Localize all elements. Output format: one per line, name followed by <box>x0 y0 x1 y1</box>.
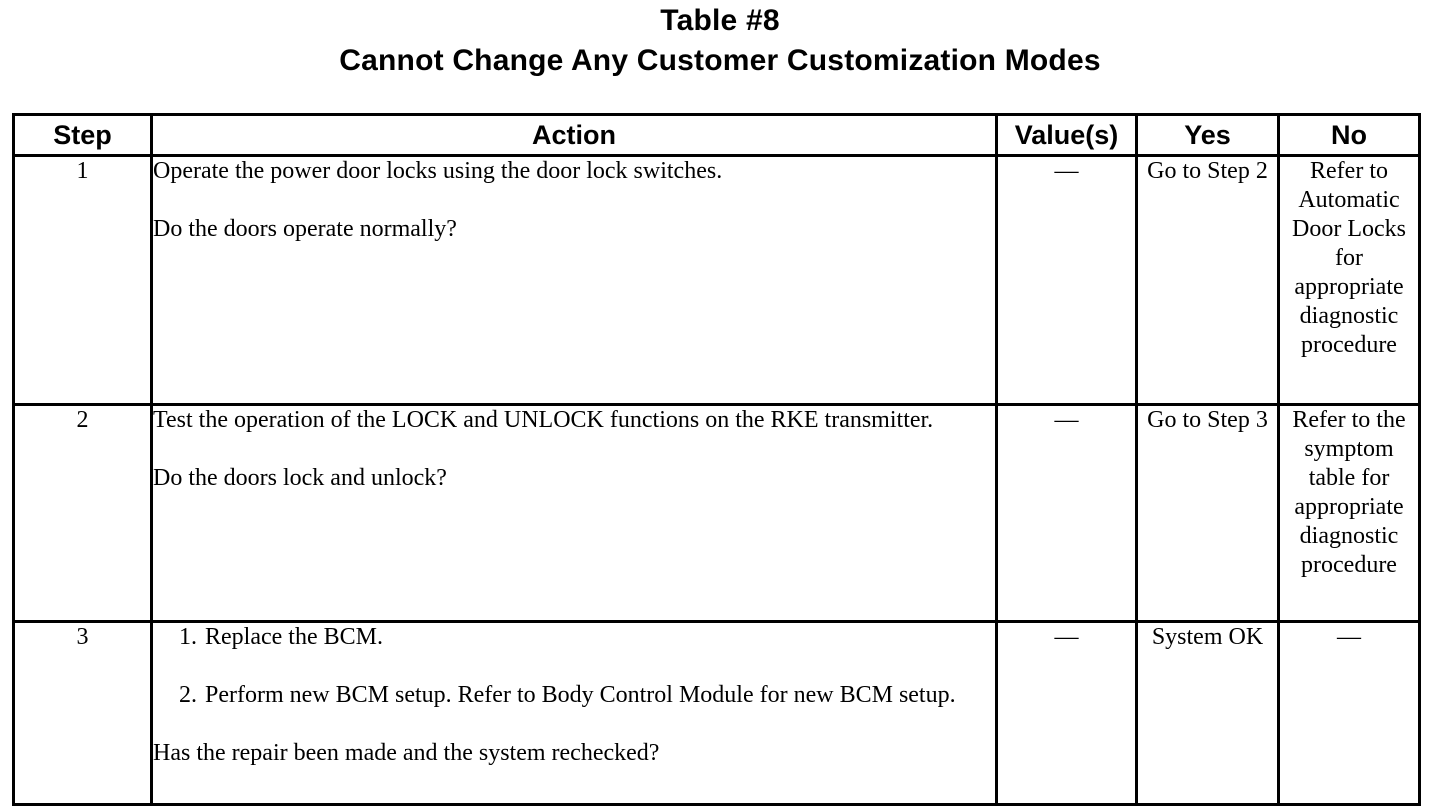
header-yes: Yes <box>1137 115 1279 156</box>
page-title <box>0 0 1440 81</box>
step-cell: 2 <box>14 405 152 622</box>
table-row <box>14 405 1420 622</box>
header-no: No <box>1279 115 1420 156</box>
table-number-title: Table #8 <box>660 4 780 37</box>
no-cell: Refer to Automatic Door Locks for appropriate diagnostic procedure <box>1279 156 1420 405</box>
action-cell <box>152 156 997 405</box>
table-row <box>14 156 1420 405</box>
table-row <box>14 622 1420 805</box>
action-steps-list <box>153 623 995 710</box>
list-item-number: 2. <box>179 682 197 708</box>
action-question: Has the repair been made and the system rechecked? <box>153 740 660 766</box>
list-item-number: 1. <box>179 624 197 650</box>
step-cell: 3 <box>14 622 152 805</box>
action-cell <box>152 622 997 805</box>
header-row <box>14 115 1420 156</box>
header-values: Value(s) <box>997 115 1137 156</box>
diagnostic-table <box>12 113 1421 806</box>
action-cell <box>152 405 997 622</box>
action-question: Do the doors operate normally? <box>153 216 457 242</box>
table-subject-title: Cannot Change Any Customer Customization Modes <box>339 44 1101 77</box>
no-cell: — <box>1279 622 1420 805</box>
yes-cell: Go to Step 3 <box>1137 405 1279 622</box>
action-instruction: Operate the power door locks using the door lock switches. <box>153 158 723 184</box>
value-cell: — <box>997 156 1137 405</box>
yes-cell: Go to Step 2 <box>1137 156 1279 405</box>
list-item <box>153 681 995 710</box>
action-instruction: Test the operation of the LOCK and UNLOCK functions on the RKE transmitter. <box>153 407 934 433</box>
header-step: Step <box>14 115 152 156</box>
list-item-text: Perform new BCM setup. Refer to Body Control Module for new BCM setup. <box>205 682 956 708</box>
list-item-text: Replace the BCM. <box>205 624 383 650</box>
value-cell: — <box>997 405 1137 622</box>
list-item <box>153 623 995 652</box>
yes-cell: System OK <box>1137 622 1279 805</box>
action-question: Do the doors lock and unlock? <box>153 465 447 491</box>
step-cell: 1 <box>14 156 152 405</box>
value-cell: — <box>997 622 1137 805</box>
header-action: Action <box>152 115 997 156</box>
no-cell: Refer to the symptom table for appropriate diagnostic procedure <box>1279 405 1420 622</box>
